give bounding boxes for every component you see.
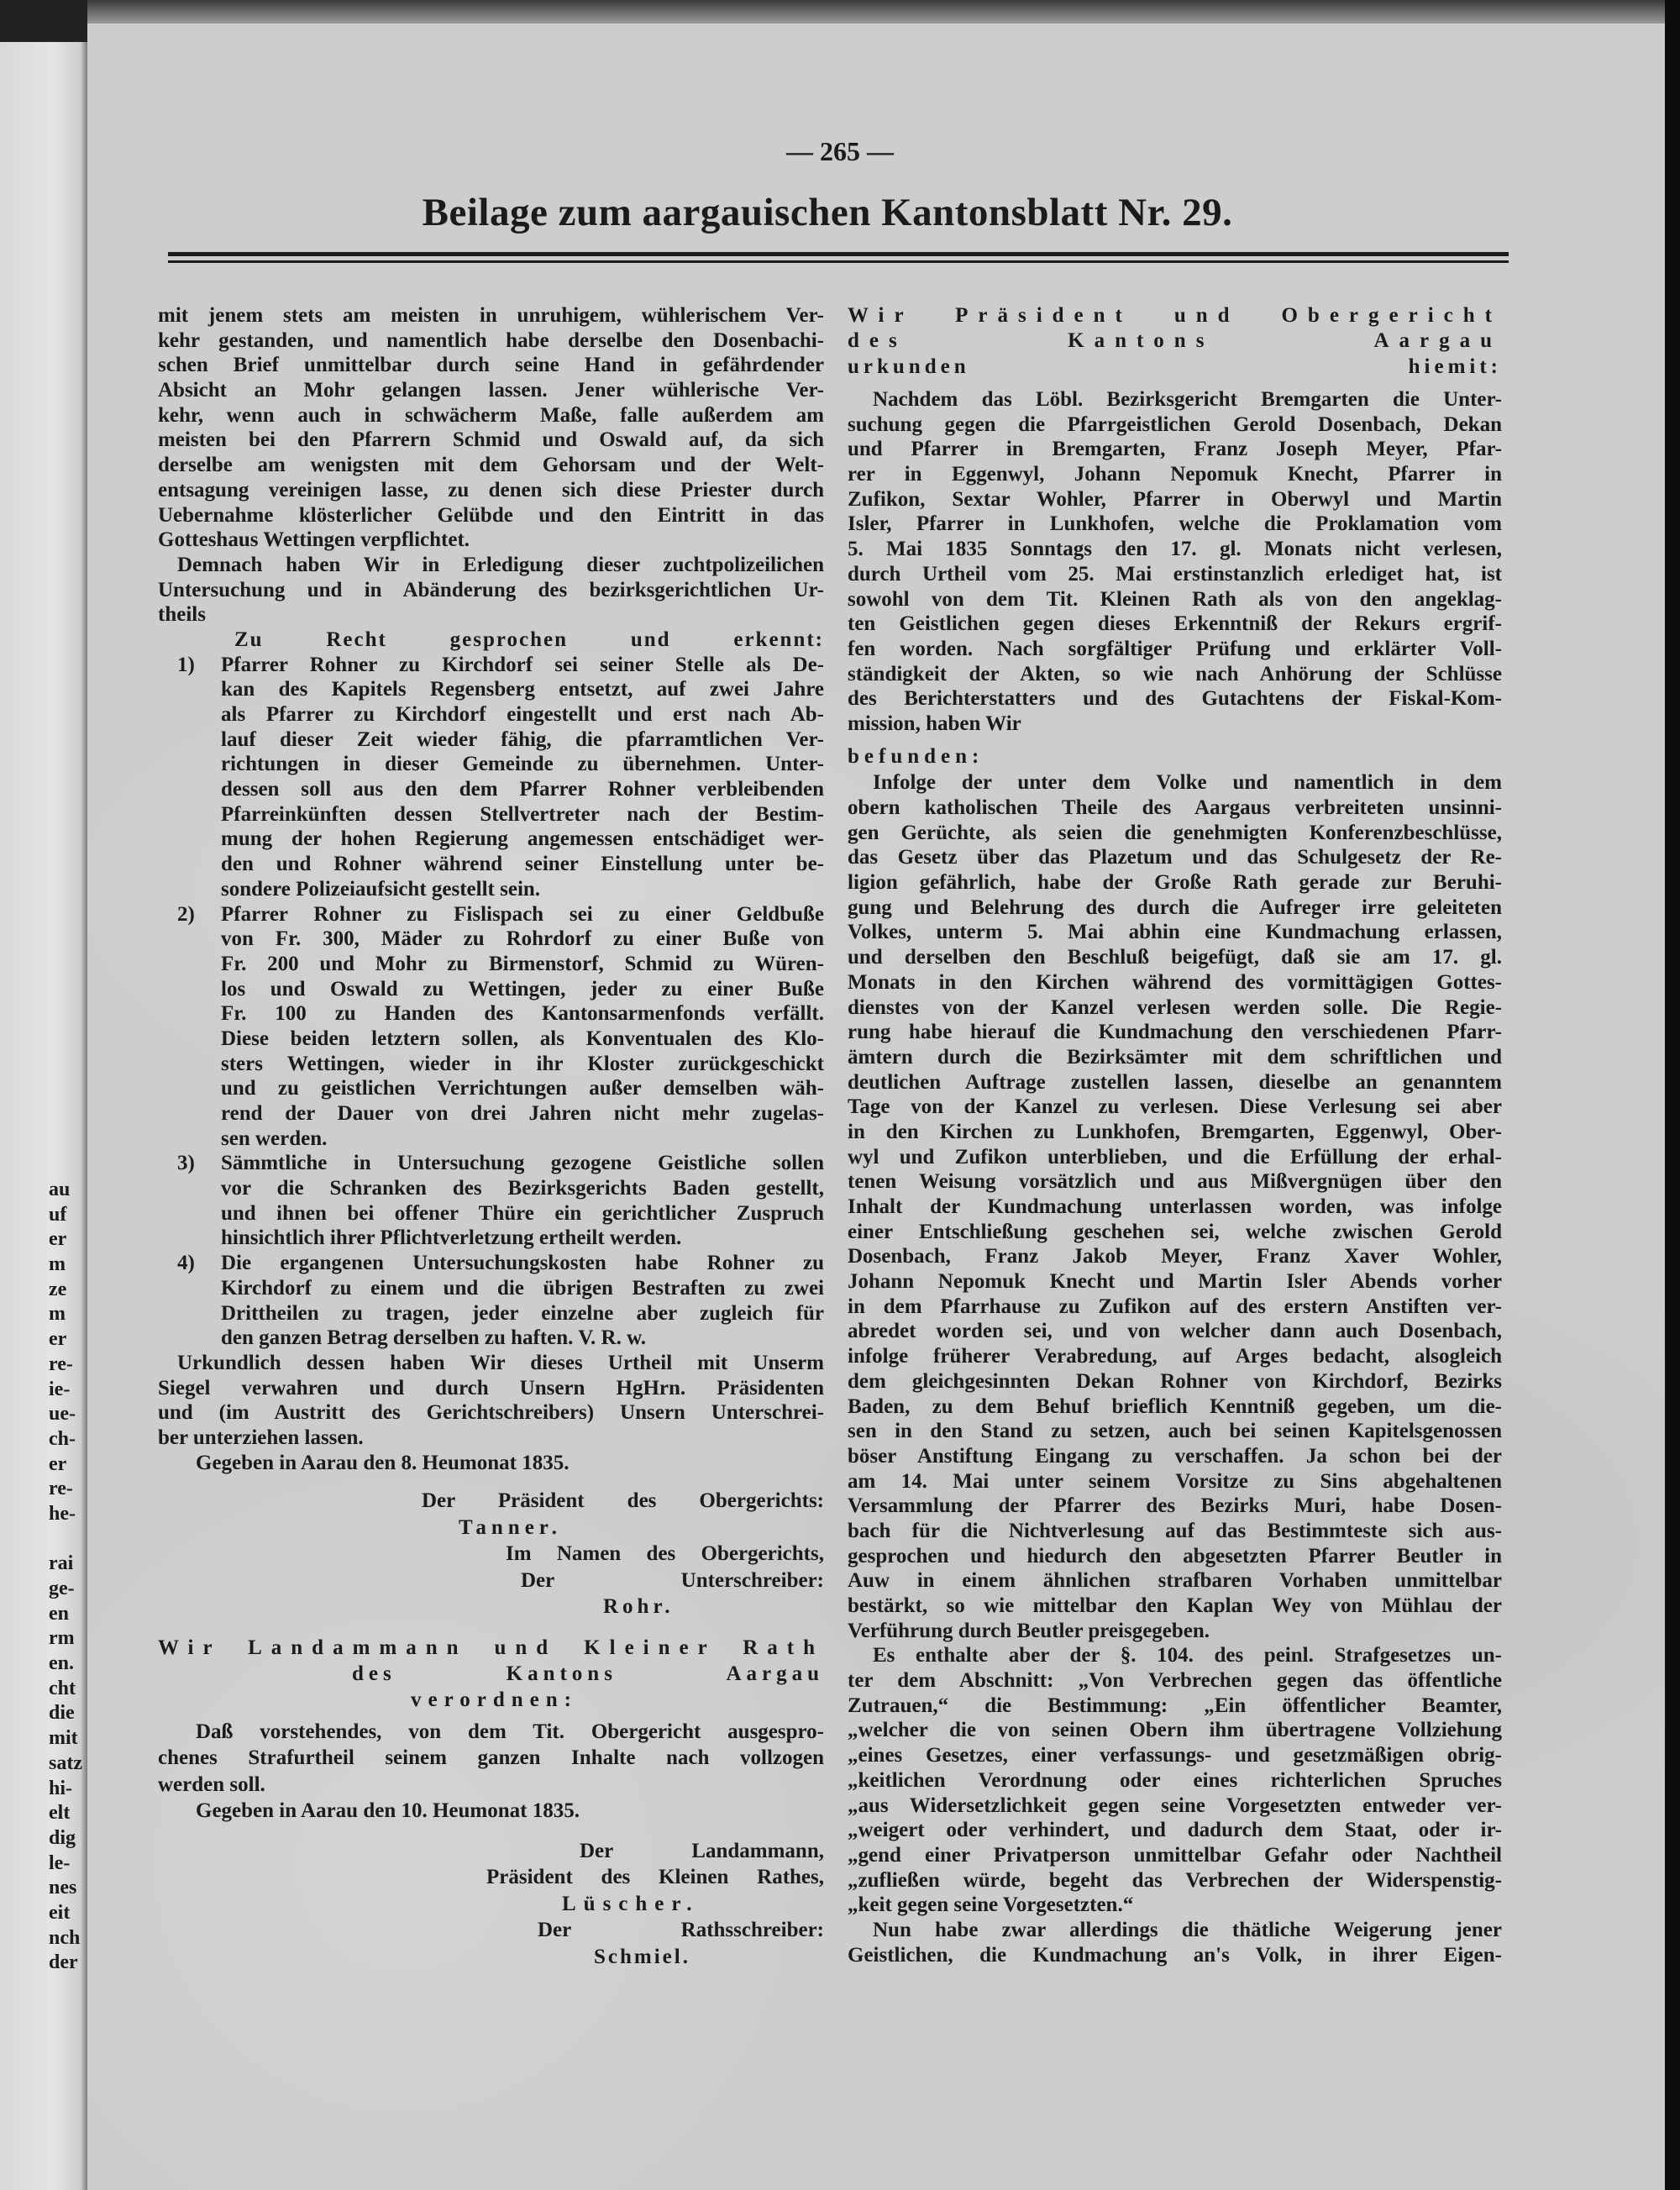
text-line: Gotteshaus Wettingen verpflichtet. bbox=[158, 528, 470, 552]
text-line: „eines Gesetzes, einer verfassungs- und gesetzmäßigen obrig- bbox=[848, 1744, 1502, 1767]
text-line: als Pfarrer zu Kirchdorf eingestellt und erst nach Ab- bbox=[221, 703, 824, 726]
text-line: schen Brief unmittelbar durch seine Hand in gefährdender bbox=[158, 354, 824, 377]
paragraph-nachdem bbox=[848, 387, 1502, 737]
text-line: kehr, wenn auch in schwächerm Maße, falle außerdem am bbox=[158, 403, 824, 427]
text-line: Auw in einem ähnlichen strafbaren Vorhaben unmittelbar bbox=[848, 1569, 1502, 1593]
court-heading bbox=[848, 303, 1502, 381]
text-line: ber unterziehen lassen. bbox=[158, 1426, 364, 1449]
text-line: ze bbox=[49, 1278, 67, 1300]
text-line: rm bbox=[49, 1627, 75, 1650]
text-line: rai bbox=[49, 1552, 74, 1575]
text-line: in dem Pfarrhause zu Zufikon auf des erstern Anstiften ver- bbox=[848, 1295, 1502, 1318]
text-line: dig bbox=[49, 1826, 76, 1849]
text-line: re- bbox=[49, 1478, 73, 1500]
text-line: Nun habe zwar allerdings die thätliche Weigerung jener bbox=[873, 1918, 1502, 1941]
text-line: sondere Polizeiaufsicht gestellt sein. bbox=[221, 877, 541, 901]
text-line: rer in Eggenwyl, Johann Nepomuk Knecht, Pfarrer in bbox=[848, 463, 1502, 486]
text-line: satz bbox=[49, 1751, 82, 1774]
right-column bbox=[848, 303, 1502, 1967]
text-line: abredet worden sei, und von welcher dann auch Dosenbach, bbox=[848, 1320, 1502, 1343]
signature-clerk-title: Der Rathsschreiber: bbox=[538, 1919, 824, 1942]
signature-name: Lüscher. bbox=[562, 1892, 700, 1915]
text-line: theils bbox=[158, 603, 206, 627]
scan-border bbox=[0, 0, 87, 42]
paragraph-intro bbox=[158, 303, 824, 553]
text-line: Kirchdorf zu einem und die übrigen Bestraften zu zwei bbox=[221, 1276, 824, 1300]
text-line: „keitlichen Verordnung oder eines richterlichen Spruches bbox=[848, 1768, 1502, 1792]
signature-clerk-title: Der Unterschreiber: bbox=[521, 1568, 824, 1592]
text-line: ter dem Abschnitt: „Von Verbrechen gegen das öffentliche bbox=[848, 1669, 1502, 1693]
signature-name: Tanner. bbox=[459, 1515, 562, 1539]
text-line: ten Geistlichen gegen dieses Erkenntniß der Rekurs ergrif- bbox=[848, 612, 1502, 636]
text-line: ie- bbox=[49, 1378, 71, 1400]
text-line: Fr. 200 und Mohr zu Birmenstorf, Schmid zu Würen- bbox=[221, 952, 824, 975]
text-line: m bbox=[49, 1253, 66, 1276]
text-line: Geistlichen, die Kundmachung an's Volk, in ihrer Eigen- bbox=[848, 1943, 1502, 1967]
text-line: „weigert oder verhindert, und dadurch dem Staat, oder ir- bbox=[848, 1819, 1502, 1842]
text-line: bach für die Nichtverlesung auf das Bestimmteste sich aus- bbox=[848, 1519, 1502, 1542]
text-line: au bbox=[49, 1179, 71, 1200]
signature-title: Der Landammann, bbox=[580, 1839, 824, 1862]
text-line: den und Rohner während seiner Einstellung unter be- bbox=[221, 853, 824, 876]
text-line: von Fr. 300, Mäder zu Rohrdorf zu einer Buße von bbox=[221, 927, 824, 951]
double-rule-divider bbox=[168, 252, 1509, 265]
signature-title: Der Präsident des Obergerichts: bbox=[422, 1489, 824, 1513]
text-line: Es enthalte aber der §. 104. des peinl. Strafgesetzes un- bbox=[873, 1644, 1502, 1667]
verdict-heading: Zu Recht gesprochen und erkennt: bbox=[234, 628, 824, 651]
text-line: Monats in den Kirchen während des vormittägigen Gottes- bbox=[848, 970, 1502, 994]
text-line: entsagung vereinigen lasse, zu denen sich diese Priester durch bbox=[158, 478, 824, 502]
text-line: „welcher die von seinen Obern ihm übertragene Vollziehung bbox=[848, 1719, 1502, 1742]
text-line: hi- bbox=[49, 1777, 73, 1799]
text-line: dienstes von der Kanzel verlesen werden solle. Die Regie- bbox=[848, 995, 1502, 1019]
text-line bbox=[49, 1527, 82, 1552]
text-line: Urkundlich dessen haben Wir dieses Urtheil mit Unserm bbox=[177, 1351, 824, 1374]
text-line: Daß vorstehendes, von dem Tit. Obergericht ausgespro- bbox=[196, 1720, 824, 1743]
text-line: Pfarrer Rohner zu Fislispach sei zu einer Geldbuße 2) bbox=[177, 902, 824, 926]
text-line: obern katholischen Theile des Aargaus verbreiteten unsinni- bbox=[848, 796, 1502, 819]
text-line: Dosenbach, Franz Jakob Meyer, Franz Xaver Wohler, bbox=[848, 1245, 1502, 1268]
text-line: he- bbox=[49, 1502, 76, 1525]
text-line: ligion gefährlich, habe der Große Rath gerade zur Beruhi- bbox=[848, 871, 1502, 895]
text-line: 5. Mai 1835 Sonntags den 17. gl. Monats nicht verlesen, bbox=[848, 538, 1502, 561]
text-line: kan des Kapitels Regensberg entsetzt, auf zwei Jahre bbox=[221, 678, 824, 701]
text-line: die bbox=[49, 1702, 75, 1725]
text-line: Sämmtliche in Untersuchung gezogene Geistliche sollen 3) bbox=[177, 1152, 824, 1175]
signature-title-2: Präsident des Kleinen Rathes, bbox=[486, 1866, 824, 1889]
text-line: elt bbox=[49, 1802, 71, 1825]
text-line: Baden, zu dem Behuf brieflich Kenntniß gegeben, um die- bbox=[848, 1394, 1502, 1418]
text-line: sowohl von dem Tit. Kleinen Rath als von den angeklag- bbox=[848, 587, 1502, 611]
text-line: Versammlung der Pfarrer des Bezirks Muri, habe Dosen- bbox=[848, 1494, 1502, 1518]
text-line: m bbox=[49, 1303, 66, 1326]
text-line: mung der hohen Regierung angemessen entschädiget wer- bbox=[221, 827, 824, 851]
text-line: gung und Belehrung des durch die Aufreger irre geleiteten bbox=[848, 895, 1502, 919]
text-line: Tage von der Kanzel zu verlesen. Diese Verlesung sei aber bbox=[848, 1095, 1502, 1119]
paragraph-urkundlich bbox=[158, 1351, 824, 1451]
text-line: ge- bbox=[49, 1578, 75, 1599]
signature-on-behalf: Im Namen des Obergerichts, bbox=[506, 1542, 824, 1566]
text-line: und ihnen bei offener Thüre ein gerichtlicher Zuspruch bbox=[221, 1201, 824, 1225]
text-line: gesprochen und hiedurch den abgesetzten Pfarrer Beutler in bbox=[848, 1544, 1502, 1568]
text-line: rung habe hierauf die Kundmachung den verschiedenen Pfarr- bbox=[848, 1021, 1502, 1044]
item-number: 1) bbox=[177, 653, 195, 676]
paragraph-criminal-code bbox=[848, 1643, 1502, 1918]
text-line: en bbox=[49, 1602, 70, 1625]
text-line: das Gesetz über das Plazetum und das Schulgesetz der Re- bbox=[848, 846, 1502, 869]
text-line: er bbox=[49, 1228, 67, 1251]
text-line: in den Kirchen zu Lunkhofen, Bremgarten, Eggenwyl, Ober- bbox=[848, 1120, 1502, 1143]
text-line: er bbox=[49, 1452, 67, 1475]
text-line: Isler, Pfarrer in Lunkhofen, welche die Proklamation vom bbox=[848, 512, 1502, 536]
text-line: uf bbox=[49, 1203, 67, 1226]
verdict-item bbox=[158, 1151, 824, 1251]
text-line: den ganzen Betrag derselben zu haften. V. R. w. bbox=[221, 1326, 647, 1350]
text-line: cht bbox=[49, 1677, 76, 1699]
text-line: Diese beiden letztern sollen, als Konventualen des Klo- bbox=[221, 1027, 824, 1050]
text-line: „keit gegen seine Vorgesetzten.“ bbox=[848, 1893, 1134, 1917]
decree-heading-line-2: des Kantons Aargau bbox=[352, 1662, 824, 1685]
text-line: deutlichen Auftrage zustellen lassen, dieselbe an genanntem bbox=[848, 1070, 1502, 1094]
scan-border-top bbox=[87, 0, 1665, 24]
given-date-2: Gegeben in Aarau den 10. Heumonat 1835. bbox=[196, 1799, 580, 1823]
text-line: Zutrauen,“ die Bestimmung: „Ein öffentlicher Beamter, bbox=[848, 1694, 1502, 1717]
text-line: ue- bbox=[49, 1403, 76, 1426]
paragraph-demnach bbox=[158, 553, 824, 628]
text-line: „zufließen würde, begeht das Verbrechen der Widerspenstig- bbox=[848, 1868, 1502, 1892]
signature-block-2 bbox=[158, 1838, 824, 1971]
text-line: Verführung durch Beutler preisgegeben. bbox=[848, 1619, 1210, 1642]
text-line: und Pfarrer in Bremgarten, Franz Joseph Meyer, Pfar- bbox=[848, 438, 1502, 461]
text-line: „gend einer Privatperson unmittelbar Gefahr oder Nachtheil bbox=[848, 1843, 1502, 1867]
text-line: Drittheilen zu tragen, jeder einzelne aber zugleich für bbox=[221, 1301, 824, 1325]
item-number: 4) bbox=[177, 1252, 195, 1275]
decree-heading-line-1: Wir Landammann und Kleiner Rath bbox=[158, 1636, 824, 1659]
text-line: und zu geistlichen Verrichtungen außer demselben wäh- bbox=[221, 1077, 824, 1100]
verdict-items bbox=[158, 653, 824, 1351]
signature-clerk-name: Schmiel. bbox=[594, 1945, 690, 1968]
text-line: nes bbox=[49, 1877, 77, 1899]
text-line: los und Oswald zu Wettingen, jeder zu einer Buße bbox=[221, 977, 824, 1000]
left-column bbox=[158, 303, 824, 1970]
text-line: wyl und Zufikon unterblieben, und die Erfüllung der erhal- bbox=[848, 1145, 1502, 1169]
text-line: Untersuchung und in Abänderung des bezirksgerichtlichen Ur- bbox=[158, 578, 824, 601]
text-line: Pfarreinkünften dessen Stellvertreter nach der Bestim- bbox=[221, 802, 824, 826]
text-line: einer Entschließung geschehen sei, welche zwischen Gerold bbox=[848, 1220, 1502, 1243]
text-line: gen Gerüchte, als seien die genehmigten Konferenzbeschlüsse, bbox=[848, 821, 1502, 844]
item-number: 2) bbox=[177, 902, 195, 926]
text-line: Volkes, unterm 5. Mai abhin eine Kundmachung erlassen, bbox=[848, 921, 1502, 944]
text-line: ständigkeit der Akten, so wie nach Anhörung der Schlüsse bbox=[848, 662, 1502, 685]
verdict-item bbox=[158, 902, 824, 1152]
text-line: le- bbox=[49, 1851, 71, 1874]
text-line: werden soll. bbox=[158, 1772, 265, 1796]
verdict-item bbox=[158, 653, 824, 902]
text-line: ch- bbox=[49, 1427, 76, 1450]
text-line: Pfarrer Rohner zu Kirchdorf sei seiner Stelle als De- 1) bbox=[177, 653, 824, 676]
paragraph-infolge bbox=[848, 770, 1502, 1643]
text-line: dessen soll aus den dem Pfarrer Rohner verbleibenden bbox=[221, 778, 824, 801]
text-line: sters Wettingen, wieder in ihr Kloster zurückgeschickt bbox=[221, 1052, 824, 1075]
decree-heading-line-3: verordnen: bbox=[411, 1688, 578, 1711]
text-line: Fr. 100 zu Handen des Kantonsarmenfonds verfällt. bbox=[221, 1002, 824, 1026]
text-line: re- bbox=[49, 1352, 73, 1375]
text-line: en. bbox=[49, 1652, 75, 1675]
findings-heading: befunden: bbox=[848, 744, 984, 768]
text-line: meisten bei den Pfarrern Schmid und Oswald auf, da sich bbox=[158, 428, 824, 452]
text-line: durch Urtheil vom 25. Mai erstinstanzlich erlediget hat, ist bbox=[848, 562, 1502, 586]
text-line: dem gleichgesinnten Dekan Rohner von Kirchdorf, Bezirks bbox=[848, 1369, 1502, 1393]
page-title: Beilage zum aargauischen Kantonsblatt Nr. 29. bbox=[422, 191, 1233, 234]
text-line: er bbox=[49, 1328, 67, 1351]
text-line: Siegel verwahren und durch Unsern HgHrn. Präsidenten bbox=[158, 1376, 824, 1400]
text-line: infolge früherer Verabredung, auf Arges bedacht, alsogleich bbox=[848, 1345, 1502, 1368]
court-heading-line-2: des Kantons Aargau bbox=[848, 329, 1502, 352]
text-line: rend der Dauer von drei Jahren nicht mehr zugelas- bbox=[221, 1102, 824, 1125]
text-line: und derselben den Beschluß beigefügt, daß sie am 17. gl. bbox=[848, 946, 1502, 969]
text-line: mit jenem stets am meisten in unruhigem, wühlerischem Ver- bbox=[158, 304, 824, 327]
text-line: suchung gegen die Pfarrgeistlichen Gerold Dosenbach, Dekan bbox=[848, 412, 1502, 436]
text-line: tenen Weisung vorsätzlich und aus Mißvergnügen über den bbox=[848, 1170, 1502, 1194]
scan-border-right bbox=[1665, 0, 1680, 2190]
court-heading-line-1: Wir Präsident und Obergericht bbox=[848, 304, 1502, 327]
paragraph-decree bbox=[158, 1719, 824, 1799]
previous-page-text-fragments bbox=[49, 1178, 82, 1976]
page-number: — 265 — bbox=[786, 136, 894, 166]
decree-heading bbox=[158, 1635, 824, 1713]
given-date-1: Gegeben in Aarau den 8. Heumonat 1835. bbox=[196, 1451, 570, 1474]
text-line: ämtern durch die Bezirksämter mit dem schriftlichen und bbox=[848, 1045, 1502, 1069]
text-line: Nachdem das Löbl. Bezirksgericht Bremgarten die Unter- bbox=[873, 388, 1502, 411]
text-line: mit bbox=[49, 1727, 78, 1750]
text-line: kehr gestanden, und namentlich habe derselbe den Dosenbachi- bbox=[158, 328, 824, 352]
verdict-item bbox=[158, 1251, 824, 1351]
text-line: und (im Austritt des Gerichtschreibers) Unsern Unterschrei- bbox=[158, 1401, 824, 1425]
text-line: Zufikon, Sextar Wohler, Pfarrer in Oberwyl und Martin bbox=[848, 487, 1502, 511]
text-line: Infolge der unter dem Volke und namentlich in dem bbox=[873, 771, 1502, 795]
text-line: mission, haben Wir bbox=[848, 712, 1021, 735]
item-number: 3) bbox=[177, 1152, 195, 1175]
text-line: lauf dieser Zeit wieder fähig, die pfarramtlichen Ver- bbox=[221, 727, 824, 751]
text-line: vor die Schranken des Bezirksgerichts Baden gestellt, bbox=[221, 1177, 824, 1200]
text-line: böser Anstiftung Eingang zu verschaffen. Ja schon bei der bbox=[848, 1444, 1502, 1468]
signature-block-1 bbox=[158, 1488, 824, 1620]
previous-page-edge bbox=[0, 0, 87, 2190]
text-line: „aus Widersetzlichkeit gegen seine Vorgesetzten entweder ver- bbox=[848, 1793, 1502, 1817]
paragraph-nun bbox=[848, 1918, 1502, 1967]
text-line: bestärkt, so wie mittelbar den Kaplan Wey von Mühlau der bbox=[848, 1594, 1502, 1617]
text-line: am 14. Mai unter seinem Vorsitze zu Sins abgehaltenen bbox=[848, 1469, 1502, 1493]
text-line: nch bbox=[49, 1926, 81, 1949]
text-line: Die ergangenen Untersuchungskosten habe Rohner zu 4) bbox=[177, 1252, 824, 1275]
text-line: Demnach haben Wir in Erledigung dieser zuchtpolizeilichen bbox=[177, 553, 824, 576]
text-line: des Berichterstatters und des Gutachtens der Fiskal-Kom- bbox=[848, 687, 1502, 711]
text-line: Johann Nepomuk Knecht und Martin Isler Abends vorher bbox=[848, 1270, 1502, 1294]
text-line: Uebernahme klösterlicher Gelübde und den Eintritt in das bbox=[158, 503, 824, 527]
text-line: richtungen in dieser Gemeinde zu übernehmen. Unter- bbox=[221, 753, 824, 776]
text-line: hinsichtlich ihrer Pflichtverletzung ertheilt werden. bbox=[221, 1226, 682, 1250]
text-line: Absicht an Mohr gelangen lassen. Jener wühlerische Ver- bbox=[158, 379, 824, 402]
court-heading-line-3: urkunden hiemit: bbox=[848, 355, 1502, 378]
text-line: sen in den Stand zu setzen, auch bei seinen Kapitelsgenossen bbox=[848, 1420, 1502, 1443]
signature-clerk-name: Rohr. bbox=[603, 1595, 675, 1619]
text-line: der bbox=[49, 1951, 78, 1974]
text-line: fen worden. Nach sorgfältiger Prüfung und erklärter Voll- bbox=[848, 637, 1502, 660]
text-line: Inhalt der Kundmachung unterlassen worden, was infolge bbox=[848, 1195, 1502, 1218]
text-line: sen werden. bbox=[221, 1127, 328, 1150]
text-line: chenes Strafurtheil seinem ganzen Inhalte nach vollzogen bbox=[158, 1746, 824, 1770]
text-line: derselbe am wenigsten mit dem Gehorsam und der Welt- bbox=[158, 454, 824, 477]
text-line: eit bbox=[49, 1901, 71, 1924]
